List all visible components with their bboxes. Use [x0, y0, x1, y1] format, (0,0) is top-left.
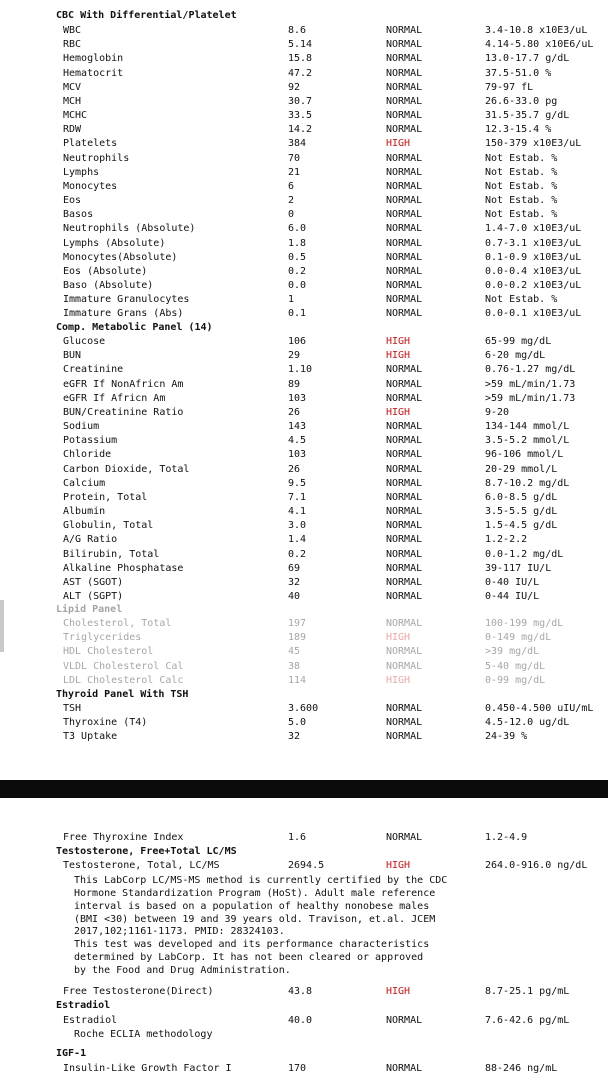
result-value: 69	[288, 563, 301, 574]
result-flag: NORMAL	[386, 294, 423, 305]
test-name: MCHC	[63, 110, 88, 121]
reference-range: >59 mL/min/1.73	[485, 393, 576, 404]
result-row	[0, 251, 608, 265]
test-name: Lymphs	[63, 167, 100, 178]
testosterone-note-line: 2017,102;1161-1173. PMID: 28324103.	[74, 926, 285, 937]
result-row	[0, 590, 608, 604]
result-row	[0, 123, 608, 137]
result-value: 1.8	[288, 238, 307, 249]
result-row	[0, 265, 608, 279]
result-row	[0, 645, 608, 659]
result-flag: NORMAL	[386, 280, 423, 291]
result-row	[0, 95, 608, 109]
result-flag: NORMAL	[386, 421, 423, 432]
result-row	[0, 137, 608, 151]
test-name: TSH	[63, 703, 82, 714]
reference-range: 1.5-4.5 g/dL	[485, 520, 558, 531]
reference-range: 0.76-1.27 mg/dL	[485, 364, 576, 375]
result-value: 38	[288, 661, 301, 672]
result-flag: NORMAL	[386, 379, 423, 390]
estradiol-note: Roche ECLIA methodology	[74, 1029, 213, 1040]
result-row	[0, 491, 608, 505]
test-name: Albumin	[63, 506, 106, 517]
result-value: 2694.5	[288, 860, 325, 871]
reference-range: 3.5-5.5 g/dL	[485, 506, 558, 517]
reference-range: 9-20	[485, 407, 510, 418]
reference-range: 4.5-12.0 ug/dL	[485, 717, 570, 728]
reference-range: Not Estab. %	[485, 209, 558, 220]
reference-range: Not Estab. %	[485, 153, 558, 164]
page-separator	[0, 780, 608, 798]
reference-range: Not Estab. %	[485, 167, 558, 178]
result-value: 106	[288, 336, 307, 347]
result-flag: NORMAL	[386, 308, 423, 319]
result-flag: NORMAL	[386, 492, 423, 503]
result-flag: HIGH	[386, 986, 411, 997]
reference-range: 0.1-0.9 x10E3/uL	[485, 252, 582, 263]
test-name: VLDL Cholesterol Cal	[63, 661, 184, 672]
section-title-testosterone: Testosterone, Free+Total LC/MS	[56, 846, 237, 857]
reference-range: 0.0-0.2 x10E3/uL	[485, 280, 582, 291]
result-value: 29	[288, 350, 301, 361]
result-value: 0.1	[288, 308, 307, 319]
section-title-estradiol: Estradiol	[56, 1000, 111, 1011]
result-value: 1.4	[288, 534, 307, 545]
result-flag: NORMAL	[386, 520, 423, 531]
result-flag: NORMAL	[386, 238, 423, 249]
result-value: 43.8	[288, 986, 313, 997]
result-flag: NORMAL	[386, 153, 423, 164]
section-title-igf: IGF-1	[56, 1048, 87, 1059]
test-name: AST (SGOT)	[63, 577, 124, 588]
reference-range: 26.6-33.0 pg	[485, 96, 558, 107]
result-row	[0, 505, 608, 519]
reference-range: 134-144 mmol/L	[485, 421, 570, 432]
result-flag: NORMAL	[386, 393, 423, 404]
test-name: RBC	[63, 39, 82, 50]
result-value: 170	[288, 1063, 307, 1074]
test-name: Lymphs (Absolute)	[63, 238, 166, 249]
reference-range: 13.0-17.7 g/dL	[485, 53, 570, 64]
result-row	[0, 38, 608, 52]
result-row	[0, 279, 608, 293]
result-value: 1.10	[288, 364, 313, 375]
result-flag: NORMAL	[386, 563, 423, 574]
result-flag: NORMAL	[386, 364, 423, 375]
test-name: ALT (SGPT)	[63, 591, 124, 602]
result-value: 3.0	[288, 520, 307, 531]
test-name: Monocytes(Absolute)	[63, 252, 178, 263]
result-value: 40	[288, 591, 301, 602]
test-name: Glucose	[63, 336, 106, 347]
result-value: 0.0	[288, 280, 307, 291]
test-name: BUN/Creatinine Ratio	[63, 407, 184, 418]
result-row	[0, 24, 608, 38]
test-name: MCH	[63, 96, 82, 107]
section-title-lipid: Lipid Panel	[56, 604, 123, 615]
result-row	[0, 1062, 608, 1076]
test-name: Estradiol	[63, 1015, 118, 1026]
result-flag: NORMAL	[386, 82, 423, 93]
reference-range: Not Estab. %	[485, 294, 558, 305]
result-flag: NORMAL	[386, 96, 423, 107]
result-row	[0, 335, 608, 349]
result-row	[0, 378, 608, 392]
reference-range: >39 mg/dL	[485, 646, 540, 657]
result-value: 1	[288, 294, 295, 305]
result-flag: NORMAL	[386, 110, 423, 121]
result-value: 33.5	[288, 110, 313, 121]
section-title-cmp: Comp. Metabolic Panel (14)	[56, 322, 213, 333]
result-row	[0, 730, 608, 744]
result-flag: NORMAL	[386, 464, 423, 475]
test-name: A/G Ratio	[63, 534, 118, 545]
result-value: 189	[288, 632, 307, 643]
result-row	[0, 859, 608, 873]
result-row	[0, 222, 608, 236]
result-row	[0, 1014, 608, 1028]
reference-range: 0.450-4.500 uIU/mL	[485, 703, 594, 714]
result-value: 0.2	[288, 266, 307, 277]
result-value: 4.5	[288, 435, 307, 446]
result-value: 0.2	[288, 549, 307, 560]
test-name: eGFR If Africn Am	[63, 393, 166, 404]
reference-range: 4.14-5.80 x10E6/uL	[485, 39, 594, 50]
test-name: Chloride	[63, 449, 112, 460]
section-title-thyroid: Thyroid Panel With TSH	[56, 689, 189, 700]
reference-range: 6.0-8.5 g/dL	[485, 492, 558, 503]
testosterone-note-line: interval is based on a population of healthy nonobese males	[74, 901, 430, 912]
result-value: 92	[288, 82, 301, 93]
result-value: 5.0	[288, 717, 307, 728]
result-value: 32	[288, 577, 301, 588]
test-name: RDW	[63, 124, 82, 135]
result-flag: HIGH	[386, 407, 411, 418]
test-name: Immature Granulocytes	[63, 294, 190, 305]
result-flag: NORMAL	[386, 1063, 423, 1074]
result-value: 2	[288, 195, 295, 206]
reference-range: 0-149 mg/dL	[485, 632, 552, 643]
reference-range: 37.5-51.0 %	[485, 68, 552, 79]
testosterone-note-line: This LabCorp LC/MS-MS method is currently certified by the CDC	[74, 875, 448, 886]
result-row	[0, 349, 608, 363]
result-value: 32	[288, 731, 301, 742]
result-row	[0, 519, 608, 533]
reference-range: 0-44 IU/L	[485, 591, 540, 602]
result-row	[0, 562, 608, 576]
reference-range: 1.2-4.9	[485, 832, 528, 843]
result-row	[0, 434, 608, 448]
reference-range: 100-199 mg/dL	[485, 618, 564, 629]
result-value: 14.2	[288, 124, 313, 135]
result-value: 30.7	[288, 96, 313, 107]
result-flag: NORMAL	[386, 1015, 423, 1026]
reference-range: Not Estab. %	[485, 195, 558, 206]
result-value: 0	[288, 209, 295, 220]
test-name: WBC	[63, 25, 82, 36]
result-row	[0, 477, 608, 491]
testosterone-note-line: by the Food and Drug Administration.	[74, 965, 291, 976]
reference-range: 0.0-0.4 x10E3/uL	[485, 266, 582, 277]
result-value: 47.2	[288, 68, 313, 79]
result-row	[0, 716, 608, 730]
result-flag: HIGH	[386, 350, 411, 361]
test-name: Bilirubin, Total	[63, 549, 160, 560]
test-name: Thyroxine (T4)	[63, 717, 148, 728]
result-value: 114	[288, 675, 307, 686]
result-flag: NORMAL	[386, 591, 423, 602]
result-flag: NORMAL	[386, 266, 423, 277]
test-name: Potassium	[63, 435, 118, 446]
reference-range: 20-29 mmol/L	[485, 464, 558, 475]
result-flag: NORMAL	[386, 124, 423, 135]
reference-range: 31.5-35.7 g/dL	[485, 110, 570, 121]
result-row	[0, 392, 608, 406]
reference-range: 8.7-25.1 pg/mL	[485, 986, 570, 997]
report-page-2	[0, 798, 608, 1080]
result-flag: HIGH	[386, 632, 411, 643]
test-name: MCV	[63, 82, 82, 93]
result-flag: NORMAL	[386, 832, 423, 843]
test-name: Sodium	[63, 421, 100, 432]
reference-range: 3.4-10.8 x10E3/uL	[485, 25, 588, 36]
testosterone-note-line: (BMI <30) between 19 and 39 years old. Travison, et.al. JCEM	[74, 914, 436, 925]
result-flag: NORMAL	[386, 646, 423, 657]
test-name: Hematocrit	[63, 68, 124, 79]
reference-range: 65-99 mg/dL	[485, 336, 552, 347]
result-flag: NORMAL	[386, 661, 423, 672]
test-name: eGFR If NonAfricn Am	[63, 379, 184, 390]
result-value: 3.600	[288, 703, 319, 714]
result-value: 197	[288, 618, 307, 629]
result-value: 143	[288, 421, 307, 432]
result-value: 15.8	[288, 53, 313, 64]
reference-range: 39-117 IU/L	[485, 563, 552, 574]
result-flag: NORMAL	[386, 252, 423, 263]
result-row	[0, 81, 608, 95]
result-row	[0, 237, 608, 251]
result-flag: NORMAL	[386, 167, 423, 178]
section-title-cbc: CBC With Differential/Platelet	[56, 10, 237, 21]
result-flag: NORMAL	[386, 703, 423, 714]
reference-range: 1.4-7.0 x10E3/uL	[485, 223, 582, 234]
test-name: Cholesterol, Total	[63, 618, 172, 629]
reference-range: 264.0-916.0 ng/dL	[485, 860, 588, 871]
test-name: Alkaline Phosphatase	[63, 563, 184, 574]
reference-range: 3.5-5.2 mmol/L	[485, 435, 570, 446]
test-name: BUN	[63, 350, 82, 361]
result-flag: NORMAL	[386, 731, 423, 742]
result-flag: NORMAL	[386, 534, 423, 545]
result-flag: NORMAL	[386, 68, 423, 79]
result-value: 26	[288, 464, 301, 475]
result-value: 384	[288, 138, 307, 149]
test-name: Carbon Dioxide, Total	[63, 464, 190, 475]
test-name: Calcium	[63, 478, 106, 489]
reference-range: 24-39 %	[485, 731, 528, 742]
test-name: Eos (Absolute)	[63, 266, 148, 277]
result-flag: HIGH	[386, 138, 411, 149]
result-value: 103	[288, 449, 307, 460]
test-name: Testosterone, Total, LC/MS	[63, 860, 220, 871]
reference-range: 5-40 mg/dL	[485, 661, 546, 672]
result-row	[0, 448, 608, 462]
reference-range: 0-40 IU/L	[485, 577, 540, 588]
test-name: Creatinine	[63, 364, 124, 375]
result-row	[0, 576, 608, 590]
reference-range: 88-246 ng/mL	[485, 1063, 558, 1074]
result-row	[0, 660, 608, 674]
reference-range: 79-97 fL	[485, 82, 534, 93]
reference-range: 8.7-10.2 mg/dL	[485, 478, 570, 489]
test-name: Neutrophils (Absolute)	[63, 223, 196, 234]
test-name: Neutrophils	[63, 153, 130, 164]
test-name: Monocytes	[63, 181, 118, 192]
test-name: LDL Cholesterol Calc	[63, 675, 184, 686]
test-name: Hemoglobin	[63, 53, 124, 64]
test-name: Basos	[63, 209, 94, 220]
result-row	[0, 166, 608, 180]
result-row	[0, 180, 608, 194]
testosterone-note-line: This test was developed and its performance characteristics	[74, 939, 430, 950]
reference-range: 12.3-15.4 %	[485, 124, 552, 135]
result-row	[0, 463, 608, 477]
result-value: 45	[288, 646, 301, 657]
result-value: 5.14	[288, 39, 313, 50]
result-row	[0, 293, 608, 307]
test-name: Free Testosterone(Direct)	[63, 986, 214, 997]
reference-range: 7.6-42.6 pg/mL	[485, 1015, 570, 1026]
result-value: 26	[288, 407, 301, 418]
result-flag: NORMAL	[386, 449, 423, 460]
result-flag: HIGH	[386, 860, 411, 871]
result-row	[0, 109, 608, 123]
result-flag: NORMAL	[386, 618, 423, 629]
result-flag: NORMAL	[386, 25, 423, 36]
result-value: 1.6	[288, 832, 307, 843]
result-row	[0, 617, 608, 631]
result-flag: NORMAL	[386, 435, 423, 446]
result-row	[0, 307, 608, 321]
result-row	[0, 420, 608, 434]
reference-range: 0.0-1.2 mg/dL	[485, 549, 564, 560]
result-value: 40.0	[288, 1015, 313, 1026]
result-value: 6.0	[288, 223, 307, 234]
result-row	[0, 52, 608, 66]
result-value: 0.5	[288, 252, 307, 263]
test-name: Protein, Total	[63, 492, 148, 503]
result-flag: HIGH	[386, 675, 411, 686]
reference-range: 0.0-0.1 x10E3/uL	[485, 308, 582, 319]
result-value: 21	[288, 167, 301, 178]
result-row	[0, 631, 608, 645]
result-flag: NORMAL	[386, 195, 423, 206]
result-row	[0, 152, 608, 166]
reference-range: 96-106 mmol/L	[485, 449, 564, 460]
reference-range: Not Estab. %	[485, 181, 558, 192]
reference-range: 0-99 mg/dL	[485, 675, 546, 686]
result-row	[0, 533, 608, 547]
result-row	[0, 831, 608, 845]
result-flag: NORMAL	[386, 209, 423, 220]
result-value: 4.1	[288, 506, 307, 517]
result-row	[0, 194, 608, 208]
result-row	[0, 363, 608, 377]
result-row	[0, 702, 608, 716]
result-flag: NORMAL	[386, 53, 423, 64]
test-name: Platelets	[63, 138, 118, 149]
test-name: Free Thyroxine Index	[63, 832, 184, 843]
test-name: HDL Cholesterol	[63, 646, 154, 657]
test-name: Globulin, Total	[63, 520, 154, 531]
result-value: 89	[288, 379, 301, 390]
result-value: 70	[288, 153, 301, 164]
test-name: Immature Grans (Abs)	[63, 308, 184, 319]
result-value: 8.6	[288, 25, 307, 36]
test-name: Triglycerides	[63, 632, 142, 643]
result-flag: NORMAL	[386, 223, 423, 234]
result-value: 6	[288, 181, 295, 192]
result-flag: NORMAL	[386, 39, 423, 50]
test-name: Insulin-Like Growth Factor I	[63, 1063, 232, 1074]
result-flag: NORMAL	[386, 478, 423, 489]
testosterone-note-line: Hormone Standardization Program (HoSt). Adult male reference	[74, 888, 436, 899]
result-row	[0, 985, 608, 999]
result-flag: NORMAL	[386, 577, 423, 588]
reference-range: >59 mL/min/1.73	[485, 379, 576, 390]
result-flag: NORMAL	[386, 717, 423, 728]
reference-range: 6-20 mg/dL	[485, 350, 546, 361]
result-flag: NORMAL	[386, 506, 423, 517]
result-row	[0, 674, 608, 688]
result-row	[0, 406, 608, 420]
test-name: T3 Uptake	[63, 731, 118, 742]
reference-range: 1.2-2.2	[485, 534, 528, 545]
result-flag: NORMAL	[386, 549, 423, 560]
result-value: 7.1	[288, 492, 307, 503]
result-flag: HIGH	[386, 336, 411, 347]
testosterone-note-line: determined by LabCorp. It has not been cleared or approved	[74, 952, 424, 963]
reference-range: 150-379 x10E3/uL	[485, 138, 582, 149]
result-row	[0, 67, 608, 81]
test-name: Eos	[63, 195, 82, 206]
result-value: 103	[288, 393, 307, 404]
result-row	[0, 548, 608, 562]
result-flag: NORMAL	[386, 181, 423, 192]
test-name: Baso (Absolute)	[63, 280, 154, 291]
result-row	[0, 208, 608, 222]
scrollbar-thumb[interactable]	[0, 600, 4, 652]
result-value: 9.5	[288, 478, 307, 489]
reference-range: 0.7-3.1 x10E3/uL	[485, 238, 582, 249]
